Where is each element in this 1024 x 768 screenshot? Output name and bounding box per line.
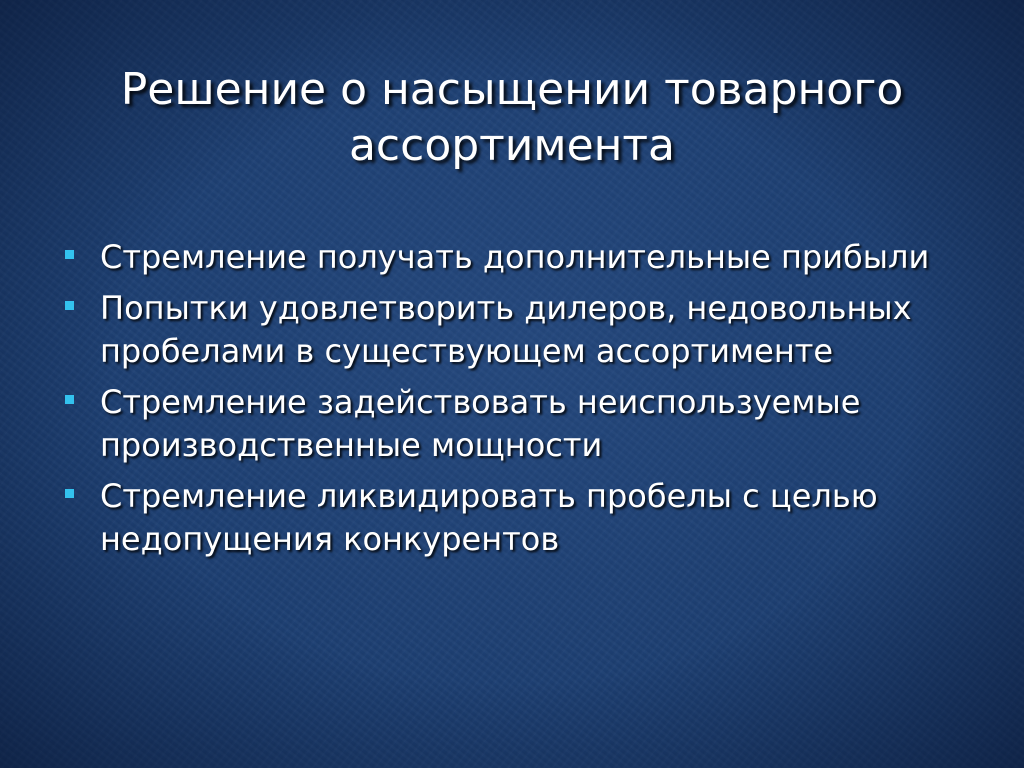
square-bullet-icon: [65, 250, 74, 259]
square-bullet-icon: [65, 489, 74, 498]
bullet-item: [62, 381, 962, 467]
slide-title: Решение о насыщении товарного ассортимента: [120, 64, 904, 171]
square-bullet-icon: [65, 395, 74, 404]
bullet-list: [62, 236, 962, 569]
bullet-item: [62, 475, 962, 561]
bullet-item: [62, 287, 962, 373]
bullet-text: Стремление ликвидировать пробелы с целью недопущения конкурентов: [100, 477, 878, 558]
bullet-text: Стремление задействовать неиспользуемые производственные мощности: [100, 383, 861, 464]
bullet-text: Стремление получать дополнительные прибыли: [100, 238, 930, 276]
square-bullet-icon: [65, 301, 74, 310]
bullet-item: [62, 236, 962, 279]
bullet-text: Попытки удовлетворить дилеров, недовольных пробелами в существующем ассортименте: [100, 289, 912, 370]
